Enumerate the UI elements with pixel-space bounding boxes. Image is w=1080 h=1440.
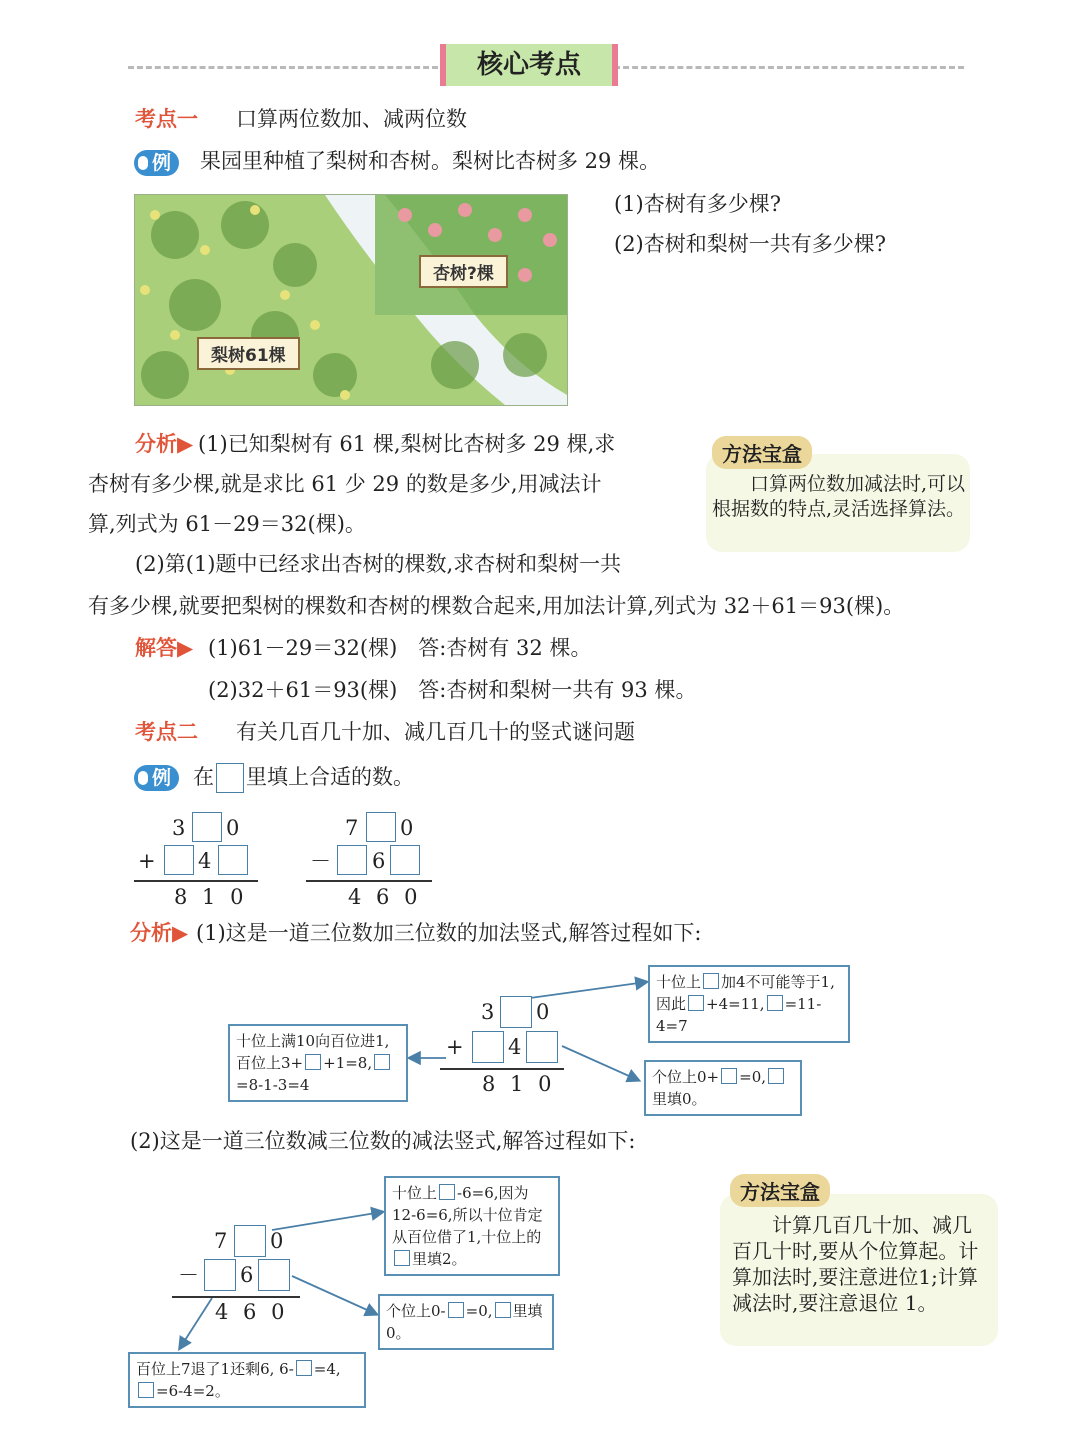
add2-mid-units-box[interactable] (526, 1031, 558, 1063)
note-add-tens-a: 十位上 (656, 973, 702, 991)
add-result: 8 1 0 (174, 885, 248, 909)
point2-title: 有关几百几十加、减几百几十的竖式谜问题 (236, 720, 635, 744)
analysis2-line1: (1)这是一道三位数加三位数的加法竖式,解答过程如下: (196, 921, 702, 945)
note-sub-unit-c: 里填0。 (386, 1302, 543, 1342)
sign-pear: 梨树61棵 (197, 337, 300, 370)
add2-operator: + (446, 1035, 464, 1059)
note-add-hund-a: 十位上满10向百位进1,百位上3+ (236, 1032, 390, 1072)
sub-result: 4 6 0 (348, 885, 422, 909)
add2-mid-hundreds-box[interactable] (472, 1031, 504, 1063)
add-top-hundreds: 3 (172, 816, 186, 840)
question-1: (1)杏树有多少棵? (614, 192, 782, 216)
add-operator: + (138, 849, 156, 873)
analysis1-line2: 杏树有多少棵,就是求比 61 少 29 的数是多少,用减法计 (88, 472, 602, 496)
point1-title: 口算两位数加、减两位数 (236, 107, 467, 131)
sub2-mid-hundreds-box[interactable] (204, 1259, 236, 1291)
note-add-tens-b: 加4不可能等于1,因此 (656, 973, 835, 1013)
analysis1-line4: (2)第(1)题中已经求出杏树的棵数,求杏树和梨树一共 (135, 552, 622, 576)
example-badge-2: 例 (134, 765, 179, 791)
note-sub-hund-a: 百位上7退了1还剩6, 6- (136, 1360, 294, 1378)
sub-operator: － (310, 849, 331, 873)
answer1-line1: (1)61－29＝32(棵) 答:杏树有 32 棵。 (208, 636, 592, 660)
add-mid-tens: 4 (198, 849, 212, 873)
blank-box (767, 995, 783, 1011)
blank-box (138, 1382, 154, 1398)
blank-box (439, 1184, 455, 1200)
add2-mid-tens: 4 (508, 1035, 522, 1059)
sub2-mid-tens: 6 (240, 1263, 254, 1287)
method-box-1-text: 口算两位数加减法时,可以根据数的特点,灵活选择算法。 (712, 473, 966, 520)
blank-box (394, 1250, 410, 1266)
sub2-top-units: 0 (270, 1229, 284, 1253)
method-box-1-label: 方法宝盒 (712, 436, 812, 469)
sub2-mid-units-box[interactable] (258, 1259, 290, 1291)
analysis1-line5: 有多少棵,就要把梨树的棵数和杏树的棵数合起来,用加法计算,列式为 32＋61＝93(棵)。 (88, 594, 905, 618)
blank-box (688, 995, 704, 1011)
add2-top-tens-box[interactable] (500, 996, 532, 1028)
add2-top-units: 0 (536, 1000, 550, 1024)
sub2-top-hundreds: 7 (214, 1229, 228, 1253)
add2-result: 8 1 0 (482, 1072, 556, 1096)
analysis1-label: 分析▶ (135, 431, 194, 456)
note-sub-unit-a: 个位上0- (386, 1302, 446, 1320)
note-add-unit-b: =0, (739, 1068, 767, 1086)
sub2-result: 4 6 0 (215, 1300, 289, 1324)
analysis2-label: 分析▶ (130, 920, 189, 945)
note-sub-units (378, 1294, 554, 1350)
answer1-label: 解答▶ (135, 635, 194, 660)
page-title: 核心考点 (440, 44, 618, 86)
sign-apricot: 杏树?棵 (419, 255, 508, 288)
note-sub-tens (384, 1176, 560, 1276)
add-top-units: 0 (226, 816, 240, 840)
example2-prompt-a: 在 (193, 765, 214, 789)
note-add-tens (648, 965, 850, 1043)
answer1-line2: (2)32＋61＝93(棵) 答:杏树和梨树一共有 93 棵。 (208, 678, 697, 702)
note-sub-hund-b: =4, (313, 1360, 341, 1378)
example1-text: 果园里种植了梨树和杏树。梨树比杏树多 29 棵。 (200, 149, 661, 173)
blank-box (768, 1068, 784, 1084)
analysis2-line2: (2)这是一道三位数减三位数的减法竖式,解答过程如下: (130, 1129, 636, 1153)
blank-box (495, 1302, 511, 1318)
point2-label: 考点二 (135, 719, 198, 744)
note-add-tens-d: =11-4=7 (656, 995, 822, 1035)
example2-prompt-b: 里填上合适的数。 (246, 765, 414, 789)
method-box-2-label: 方法宝盒 (730, 1174, 830, 1207)
note-add-units (644, 1060, 802, 1116)
note-add-unit-c: 里填0。 (652, 1090, 707, 1108)
note-add-tens-c: +4=11, (706, 995, 765, 1013)
note-sub-tens-a: 十位上 (392, 1184, 438, 1202)
note-sub-unit-b: =0, (465, 1302, 493, 1320)
note-sub-hundreds (128, 1352, 366, 1408)
blank-box (703, 973, 719, 989)
analysis1-line3: 算,列式为 61－29＝32(棵)。 (88, 512, 366, 536)
blank-box (721, 1068, 737, 1084)
note-sub-tens-b: -6=6,因为12-6=6,所以十位肯定从百位借了1,十位上的 (392, 1184, 543, 1246)
note-add-hundreds (228, 1024, 408, 1102)
note-add-hund-c: =8-1-3=4 (236, 1076, 310, 1094)
add2-top-hundreds: 3 (481, 1000, 495, 1024)
sub2-top-tens-box[interactable] (234, 1225, 266, 1257)
note-add-hund-b: +1=8, (323, 1054, 373, 1072)
point1-label: 考点一 (135, 106, 198, 131)
method-box-2-text: 计算几百几十加、减几百几十时,要从个位算起。计算加法时,要注意进位1;计算减法时,要注意退位 1。 (732, 1213, 979, 1315)
sub2-operator: － (178, 1263, 199, 1287)
blank-box (448, 1302, 464, 1318)
blank-box (374, 1054, 390, 1070)
blank-box (296, 1360, 312, 1376)
sub-top-hundreds: 7 (345, 816, 359, 840)
note-sub-tens-c: 里填2。 (412, 1250, 467, 1268)
analysis1-line1: (1)已知梨树有 61 棵,梨树比杏树多 29 棵,求 (198, 432, 616, 456)
example-badge-1: 例 (134, 150, 179, 176)
note-sub-hund-c: =6-4=2。 (156, 1382, 230, 1400)
sub-mid-tens: 6 (372, 849, 386, 873)
sub-top-units: 0 (400, 816, 414, 840)
note-add-unit-a: 个位上0+ (652, 1068, 720, 1086)
blank-box (305, 1054, 321, 1070)
question-2: (2)杏树和梨树一共有多少棵? (614, 232, 887, 256)
